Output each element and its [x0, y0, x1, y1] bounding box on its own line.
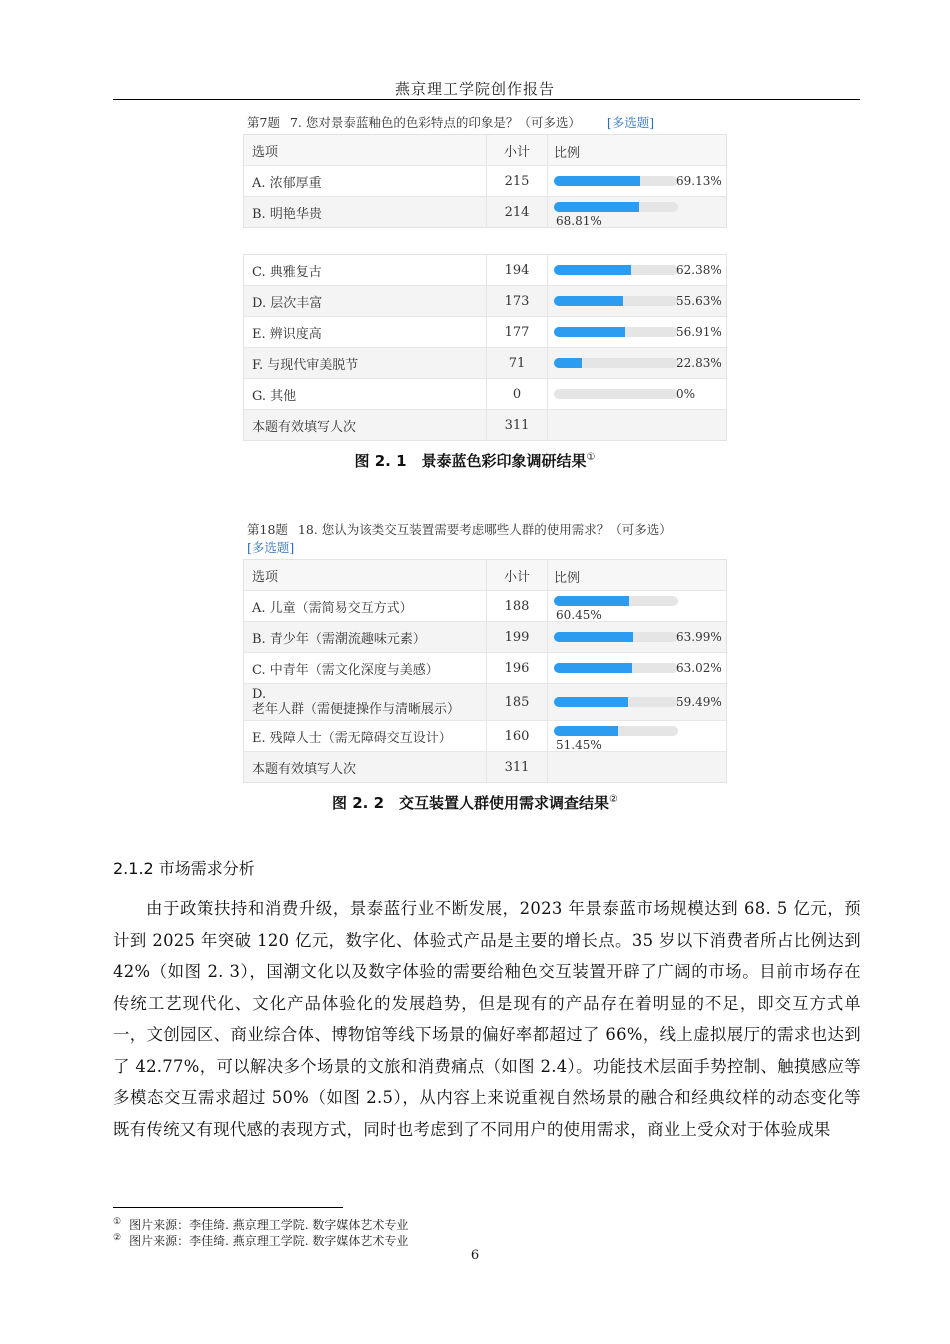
footnote-ref: ②	[609, 794, 618, 805]
option-label: C. 典雅复古	[244, 255, 487, 285]
table-row	[244, 165, 726, 196]
total-label: 本题有效填写人次	[244, 752, 487, 782]
ratio-bar-fill	[554, 327, 625, 337]
ratio-percent: 63.99%	[676, 630, 722, 644]
question-number: 第18题	[247, 522, 288, 537]
table-row	[244, 255, 726, 285]
ratio-bar	[554, 663, 678, 673]
ratio-percent: 62.38%	[676, 263, 722, 277]
footnote	[113, 1216, 408, 1233]
question-tag: [多选题]	[247, 540, 295, 555]
ratio-bar	[554, 389, 678, 399]
page-number: 6	[470, 1248, 480, 1263]
ratio-percent: 68.81%	[556, 214, 602, 228]
ratio-bar-fill	[554, 697, 628, 707]
ratio-bar	[554, 296, 678, 306]
total-count: 311	[487, 410, 548, 440]
option-count: 173	[487, 286, 548, 316]
option-count: 214	[487, 197, 548, 227]
option-label: D. 老年人群（需便捷操作与清晰展示）	[244, 684, 487, 720]
table-row	[244, 285, 726, 316]
ratio-percent: 60.45%	[556, 608, 602, 622]
ratio-bar-fill	[554, 358, 582, 368]
table-row	[244, 590, 726, 621]
ratio-bar	[554, 202, 678, 212]
figure-caption-2: 图 2. 2 交互装置人群使用需求调查结果②	[332, 794, 618, 812]
table-header	[244, 560, 726, 590]
result-table	[243, 254, 727, 441]
survey-figure-1	[243, 112, 727, 228]
footnote-text: 图片来源：李佳绮. 燕京理工学院. 数字媒体艺术专业	[129, 1234, 409, 1248]
footnote	[113, 1232, 408, 1249]
ratio-bar-fill	[554, 202, 639, 212]
ratio-bar	[554, 596, 678, 606]
ratio-percent: 55.63%	[676, 294, 722, 308]
table-row	[244, 347, 726, 378]
table-row	[244, 652, 726, 683]
option-label: E. 残障人士（需无障碍交互设计）	[244, 721, 487, 751]
option-count: 215	[487, 166, 548, 196]
option-count: 177	[487, 317, 548, 347]
option-label: D. 层次丰富	[244, 286, 487, 316]
ratio-percent: 63.02%	[676, 661, 722, 675]
option-count: 199	[487, 622, 548, 652]
column-header-count: 小计	[487, 560, 548, 590]
ratio-bar	[554, 176, 678, 186]
ratio-bar	[554, 265, 678, 275]
ratio-bar-fill	[554, 296, 623, 306]
ratio-percent: 22.83%	[676, 356, 722, 370]
ratio-percent: 51.45%	[556, 738, 602, 752]
footnote-rule	[113, 1207, 343, 1208]
column-header-ratio: 比例	[554, 571, 581, 586]
ratio-bar-fill	[554, 596, 629, 606]
option-label: F. 与现代审美脱节	[244, 348, 487, 378]
option-label: A. 儿童（需简易交互方式）	[244, 591, 487, 621]
column-header-count: 小计	[487, 135, 548, 165]
column-header-option: 选项	[244, 135, 487, 165]
option-count: 194	[487, 255, 548, 285]
footnote-text: 图片来源：李佳绮. 燕京理工学院. 数字媒体艺术专业	[129, 1218, 409, 1232]
total-label: 本题有效填写人次	[244, 410, 487, 440]
question-text: 18. 您认为该类交互装置需要考虑哪些人群的使用需求？（可多选）	[297, 522, 672, 537]
page-header-title: 燕京理工学院创作报告	[394, 80, 555, 98]
header-rule	[113, 99, 860, 100]
option-count: 196	[487, 653, 548, 683]
footnote-mark: ①	[113, 1217, 122, 1227]
option-label: E. 辨识度高	[244, 317, 487, 347]
ratio-percent: 69.13%	[676, 174, 722, 188]
ratio-bar	[554, 358, 678, 368]
column-header-ratio: 比例	[554, 146, 581, 161]
table-row	[244, 621, 726, 652]
ratio-bar	[554, 327, 678, 337]
table-row-total	[244, 751, 726, 782]
question-text: 7. 您对景泰蓝釉色的色彩特点的印象是？（可多选）	[289, 115, 581, 130]
question-title	[243, 519, 727, 559]
table-row	[244, 316, 726, 347]
ratio-bar-fill	[554, 265, 631, 275]
body-paragraph: 由于政策扶持和消费升级，景泰蓝行业不断发展，2023 年景泰蓝市场规模达到 68. 5 亿元，预计到 2025 年突破 120 亿元，数字化、体验式产品是主要的增长点。35 岁以下消费者所占比例达到 42%（如图 2. 3），国潮文化以及数字体验的需要给釉色交互装置开辟了广阔的市场。目前市场存在传统工艺现代化、文化产品体验化的发展趋势，但是现有的产品存在着明显的不足，即交互方式单一，文创园区、商业综合体、博物馆等线下场景的偏好率都超过了 66%，线上虚拟展厅的需求也达到了 42.77%，可以解决多个场景的文旅和消费痛点（如图 2.4）。功能技术层面手势控制、触摸感应等多模态交互需求超过 50%（如图 2.5），从内容上来说重视自然场景的融合和经典纹样的动态变化等既有传统又有现代感的表现方式，同时也考虑到了不同用户的使用需求，商业上受众对于体验成果	[113, 899, 861, 1139]
section-heading: 2.1.2 市场需求分析	[113, 859, 255, 878]
table-row-total	[244, 409, 726, 440]
footnote-ref: ①	[586, 452, 596, 463]
option-label: C. 中青年（需文化深度与美感）	[244, 653, 487, 683]
ratio-percent: 56.91%	[676, 325, 722, 339]
option-count: 0	[487, 379, 548, 409]
table-row	[244, 720, 726, 751]
footnote-mark: ②	[113, 1233, 122, 1243]
ratio-bar	[554, 697, 678, 707]
ratio-bar	[554, 726, 678, 736]
column-header-option: 选项	[244, 560, 487, 590]
option-count: 188	[487, 591, 548, 621]
result-table	[243, 559, 727, 783]
table-row	[244, 378, 726, 409]
ratio-percent: 0%	[676, 387, 696, 401]
table-row	[244, 196, 726, 227]
ratio-bar	[554, 632, 678, 642]
figure-caption-1: 图 2. 1 景泰蓝色彩印象调研结果①	[354, 452, 596, 470]
option-count: 71	[487, 348, 548, 378]
option-count: 160	[487, 721, 548, 751]
ratio-bar-fill	[554, 726, 618, 736]
survey-figure-2	[243, 519, 727, 783]
question-number: 第7题	[247, 115, 280, 130]
ratio-bar-fill	[554, 663, 632, 673]
option-label: G. 其他	[244, 379, 487, 409]
result-table	[243, 134, 727, 228]
ratio-percent: 59.49%	[676, 695, 722, 709]
question-title	[243, 112, 727, 134]
total-count: 311	[487, 752, 548, 782]
ratio-bar-fill	[554, 176, 640, 186]
option-label: B. 青少年（需潮流趣味元素）	[244, 622, 487, 652]
table-header	[244, 135, 726, 165]
ratio-bar-fill	[554, 632, 633, 642]
table-row	[244, 683, 726, 720]
question-tag: [多选题]	[606, 115, 655, 130]
option-label: B. 明艳华贵	[244, 197, 487, 227]
survey-figure-1-continued	[243, 254, 727, 441]
option-label: A. 浓郁厚重	[244, 166, 487, 196]
option-count: 185	[487, 684, 548, 720]
